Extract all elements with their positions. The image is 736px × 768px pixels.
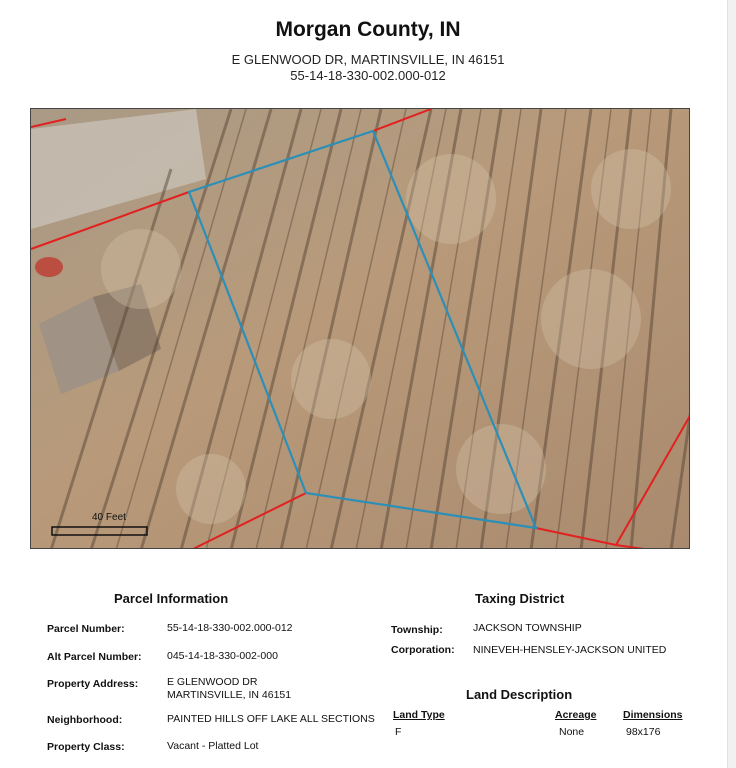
land-type-value: F [395,726,402,738]
alt-parcel-number-value: 045-14-18-330-002-000 [167,650,278,662]
page-right-edge [727,0,736,768]
acreage-value: None [559,726,585,738]
page-title: Morgan County, IN [275,18,461,41]
corporation-value: NINEVEH-HENSLEY-JACKSON UNITED [473,644,667,656]
property-address-subtitle: E GLENWOOD DR, MARTINSVILLE, IN 46151 [231,52,505,67]
parcel-number-value: 55-14-18-330-002.000-012 [167,622,293,634]
parcel-information-heading: Parcel Information [114,591,229,606]
scale-bar-label: 40 Feet [92,512,126,523]
property-class-label: Property Class: [47,741,125,753]
parcel-number-label: Parcel Number: [47,623,125,635]
acreage-column-header: Acreage [555,709,597,721]
corporation-label: Corporation: [391,644,455,656]
township-value: JACKSON TOWNSHIP [473,622,582,634]
red-car [35,257,63,277]
alt-parcel-number-label: Alt Parcel Number: [47,651,142,663]
neighborhood-label: Neighborhood: [47,714,123,726]
dimensions-column-header: Dimensions [623,709,683,721]
township-label: Township: [391,624,443,636]
aerial-map[interactable] [30,108,690,549]
dimensions-value: 98x176 [626,726,661,738]
land-type-column-header: Land Type [393,709,445,721]
parcel-id-subtitle: 55-14-18-330-002.000-012 [290,68,446,83]
property-address-line2: MARTINSVILLE, IN 46151 [167,689,292,701]
property-class-value: Vacant - Platted Lot [167,740,259,752]
land-description-heading: Land Description [466,687,573,702]
property-address-line1: E GLENWOOD DR [167,676,258,688]
taxing-district-heading: Taxing District [475,591,565,606]
neighborhood-value: PAINTED HILLS OFF LAKE ALL SECTIONS [167,713,375,725]
property-address-label: Property Address: [47,678,139,690]
